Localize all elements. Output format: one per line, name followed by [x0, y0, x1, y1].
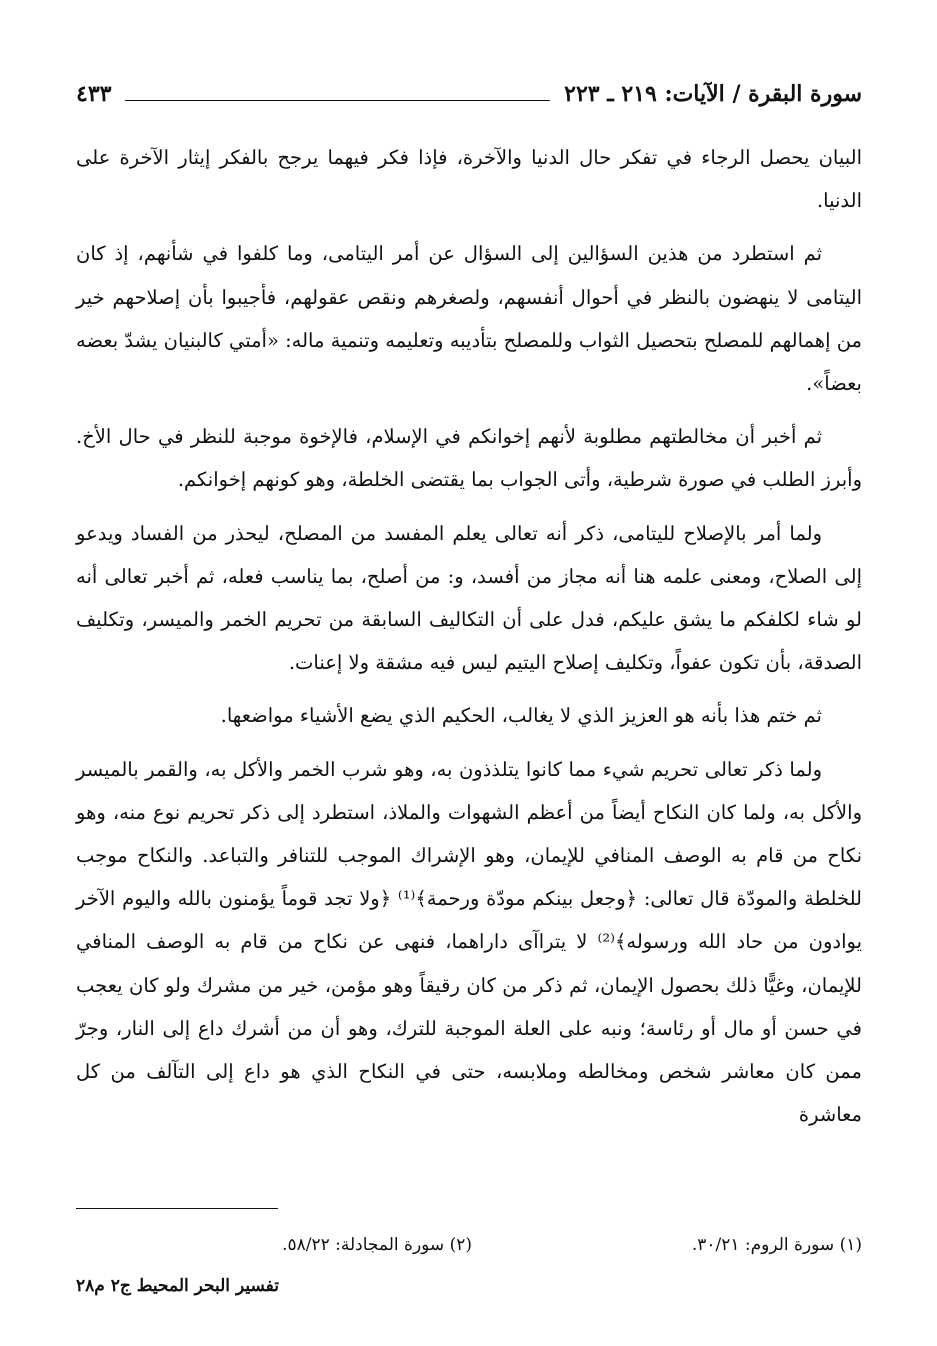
- footnote-separator: [76, 1208, 278, 1209]
- page-number: ٤٣٣: [76, 81, 112, 107]
- volume-signature: تفسير البحر المحيط ج٢ م٢٨: [76, 1276, 279, 1296]
- running-header: [76, 74, 862, 114]
- surah-header-title: سورة البقرة / الآيات: ٢١٩ ـ ٢٢٣: [564, 81, 862, 107]
- main-text: [76, 136, 862, 1146]
- paragraph: ثم استطرد من هذين السؤالين إلى السؤال عن أمر اليتامى، وما كلفوا في شأنهم، إذ كان اليتامى لا ينهضون بالنظر في أحوال أنفسهم، ولصغرهم ونقص عقولهم، فأجيبوا بأن إصلاحهم خير من إهمالهم للمصلح بتحصيل الثواب وللمصلح بتأديبه وتعليمه وتنمية ماله: «أمتي كالبنيان يشدّ بعضه بعضاً».: [76, 242, 862, 396]
- paragraph: ثم ختم هذا بأنه هو العزيز الذي لا يغالب، الحكيم الذي يضع الأشياء مواضعها.: [220, 704, 822, 728]
- paragraph: البيان يحصل الرجاء في تفكر حال الدنيا والآخرة، فإذا فكر فيهما يرجح بالفكر إيثار الآخرة على الدنيا.: [76, 146, 862, 213]
- header-rule: [125, 100, 550, 101]
- footnotes: [76, 1230, 862, 1260]
- paragraph: ولما ذكر تعالى تحريم شيء مما كانوا يتلذذون به، وهو شرب الخمر والأكل به، والقمر بالميسر والأكل به، ولما كان النكاح أيضاً من أعظم الشهوات والملاذ، استطرد إلى ذكر تحريم نوع منه، وهو نكاح من قام به الوصف المنافي للإيمان، وهو الإشراك الموجب للتنافر والتباعد. والنكاح موجب للخلطة والمودّة قال تعالى: ﴿وجعل بينكم مودّة ورحمة﴾⁽¹⁾ ﴿ولا تجد قوماً يؤمنون بالله واليوم الآخر يوادون من حاد الله ورسوله﴾⁽²⁾ لا يتراآى داراهما، فنهى عن نكاح من قام به الوصف المنافي للإيمان، وغيًّا ذلك بحصول الإيمان، ثم ذكر من كان رقيقاً وهو مؤمن، خير من مشرك ولو كان يعجب في حسن أو مال أو رئاسة؛ ونبه على العلة الموجبة للترك، وهو أن من أشرك داع إلى النار، وجرّ ممن كان معاشر شخص ومخالطه وملابسه، حتى في النكاح الذي هو داع إلى التآلف من كل معاشرة: [76, 757, 863, 1127]
- footnote-1: (١) سورة الروم: ٣٠/٢١.: [691, 1235, 862, 1255]
- book-page: [76, 74, 862, 1334]
- paragraph: ولما أمر بالإصلاح لليتامى، ذكر أنه تعالى يعلم المفسد من المصلح، ليحذر من الفساد ويدعو إلى الصلاح، ومعنى علمه هنا أنه مجاز من أفسد، و: من أصلح، بما يناسب فعله، ثم أخبر تعالى أنه لو شاء لكلفكم ما يشق عليكم، فدل على أن التكاليف السابقة من تحريم الخمر والميسر، وتكليف الصدقة، بأن تكون عفواً، وتكليف إصلاح اليتيم ليس فيه مشقة ولا إعنات.: [76, 521, 862, 675]
- paragraph: ثم أخبر أن مخالطتهم مطلوبة لأنهم إخوانكم في الإسلام، فالإخوة موجبة للنظر في حال الأخ. وأبرز الطلب في صورة شرطية، وأتى الجواب بما يقتضى الخلطة، وهو كونهم إخوانكم.: [76, 425, 862, 492]
- footnote-2: (٢) سورة المجادلة: ٥٨/٢٢.: [282, 1235, 472, 1255]
